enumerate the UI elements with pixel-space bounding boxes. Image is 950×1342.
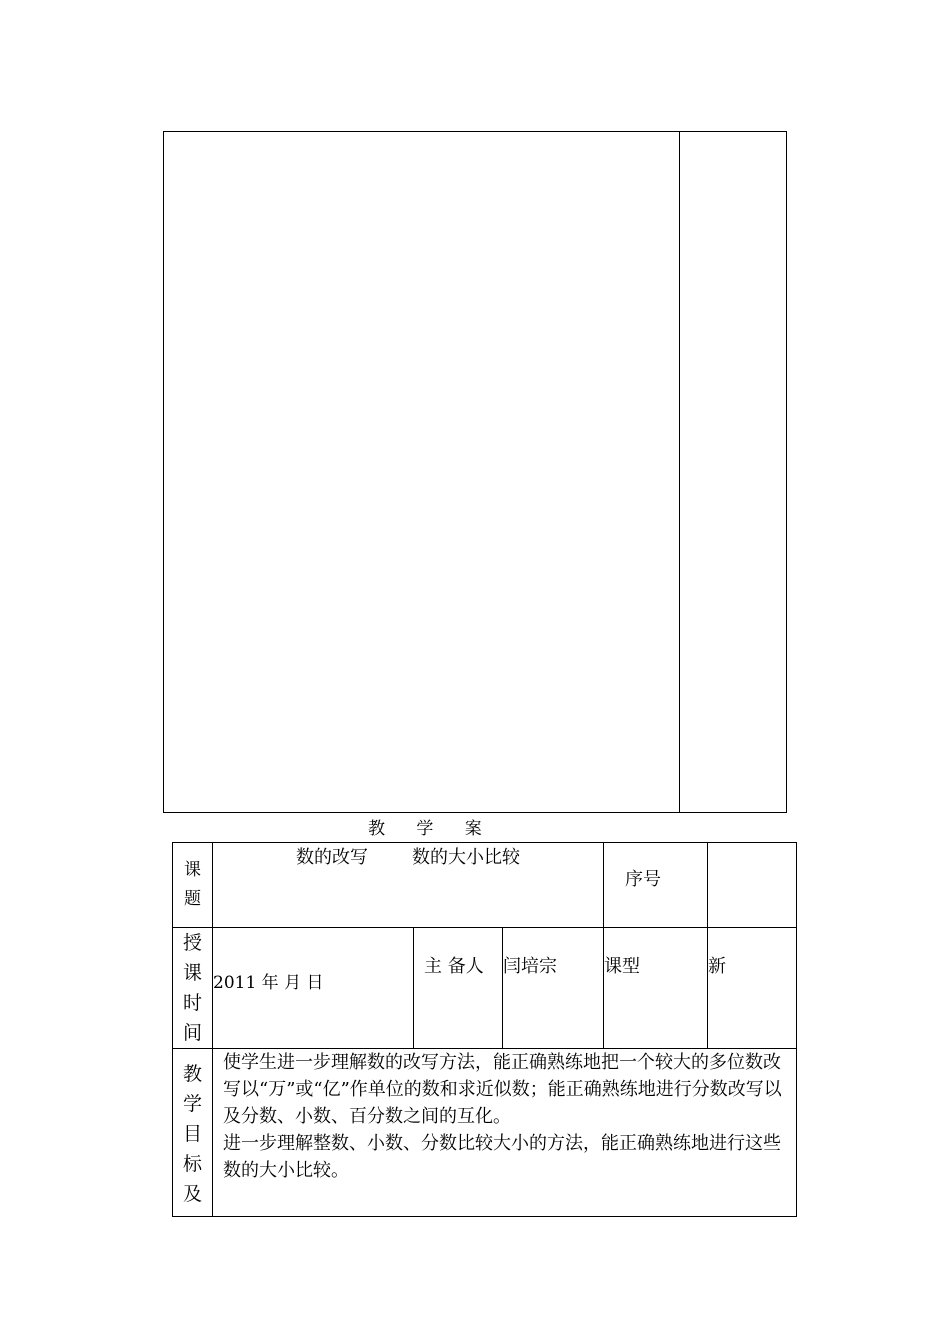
preparer-value: 闫培宗 — [503, 928, 604, 1049]
subject-part1: 数的改写 — [296, 847, 368, 868]
row-time — [173, 928, 797, 1049]
lesson-type-label: 课型 — [604, 928, 708, 1049]
previous-page-table — [163, 131, 787, 813]
objectives-content — [213, 1049, 797, 1217]
lesson-type-value: 新 — [708, 928, 797, 1049]
time-label: 授课时间 — [173, 928, 213, 1049]
subject-part2: 数的大小比较 — [412, 847, 520, 868]
time-value: 2011 年 月 日 — [213, 928, 414, 1049]
lesson-plan-table — [172, 842, 797, 1217]
subject-value — [213, 843, 604, 928]
column-divider — [679, 132, 680, 812]
preparer-label: 主 备人 — [414, 928, 503, 1049]
objectives-paragraph-1: 使学生进一步理解数的改写方法，能正确熟练地把一个较大的多位数改写以“万”或“亿”作单位的数和求近似数；能正确熟练地进行分数改写以及分数、小数、百分数之间的互化。 — [223, 1052, 782, 1127]
row-objectives — [173, 1049, 797, 1217]
row-subject — [173, 843, 797, 928]
sequence-label: 序号 — [604, 843, 708, 928]
objectives-paragraph-2: 进一步理解整数、小数、分数比较大小的方法，能正确熟练地进行这些数的大小比较。 — [223, 1133, 781, 1181]
objectives-label: 教学目标及 — [173, 1049, 213, 1217]
document-title: 教 学 案 — [368, 819, 495, 839]
sequence-value — [708, 843, 797, 928]
subject-label: 课题 — [173, 843, 213, 928]
